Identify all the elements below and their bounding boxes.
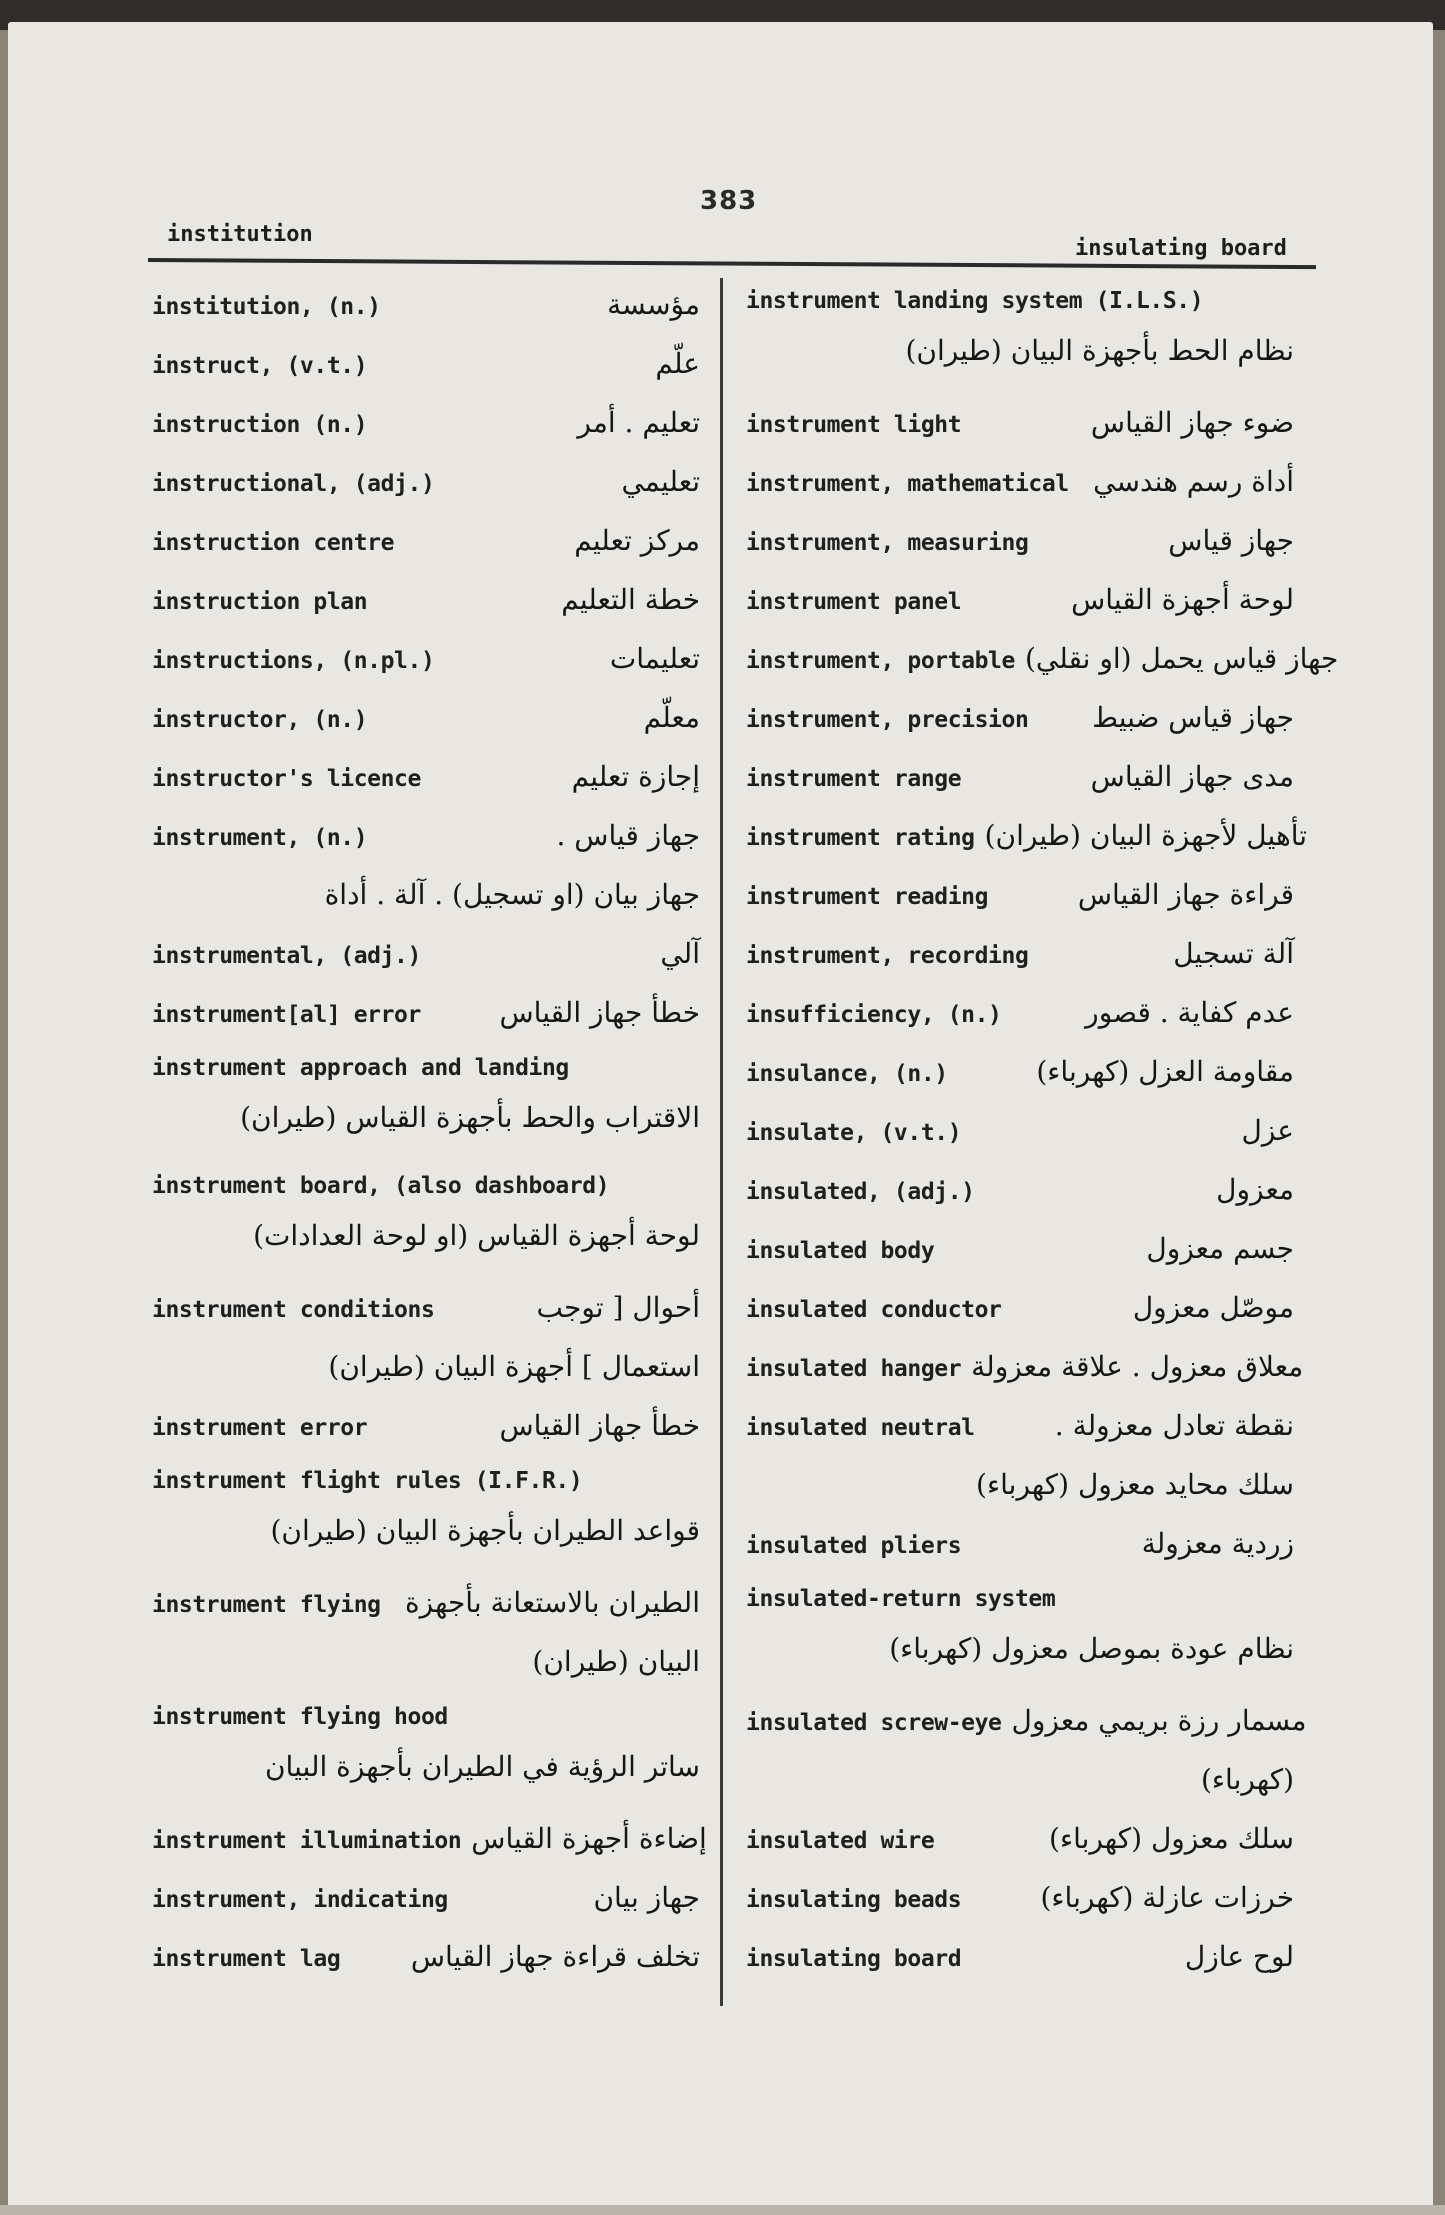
entry-headword: instrument range	[746, 766, 962, 792]
entry-arabic-translation: معلّم	[643, 701, 700, 734]
entry-arabic-translation: خطة التعليم	[561, 583, 700, 616]
entry-headword: insulated screw-eye	[746, 1710, 1002, 1736]
entry-arabic-translation: علّم	[655, 347, 700, 380]
entry-headword: instrument rating	[746, 825, 975, 851]
dictionary-entry	[152, 583, 700, 642]
entry-arabic-translation: تعليمي	[621, 465, 700, 498]
entry-headword: instructor's licence	[152, 766, 421, 792]
dictionary-entry	[746, 1232, 1294, 1291]
entry-arabic-translation: لوح عازل	[1184, 1940, 1294, 1973]
entry-arabic-translation: جهاز قياس .	[556, 819, 700, 852]
entry-headword: institution, (n.)	[152, 294, 381, 320]
bottom-page-edge	[0, 2205, 1445, 2215]
dictionary-entry	[152, 1291, 700, 1350]
entry-arabic-translation: أداة رسم هندسي	[1093, 465, 1294, 498]
entry-arabic-translation: جسم معزول	[1146, 1232, 1294, 1265]
entry-arabic-translation: مقاومة العزل (كهرباء)	[1036, 1055, 1294, 1088]
entry-arabic-translation: الطيران بالاستعانة بأجهزة	[404, 1586, 700, 1619]
entry-arabic-translation: نقطة تعادل معزولة .	[1054, 1409, 1294, 1442]
dictionary-entry	[152, 937, 700, 996]
dictionary-entry	[152, 642, 700, 701]
entry-headword: instrument[al] error	[152, 1002, 421, 1028]
entry-arabic-translation: قراءة جهاز القياس	[1077, 878, 1294, 911]
dictionary-entry	[746, 1586, 1294, 1704]
entry-headword: instrument board, (also dashboard)	[152, 1173, 610, 1199]
entry-headword: instructions, (n.pl.)	[152, 648, 435, 674]
dictionary-entry	[152, 288, 700, 347]
entry-headword: instruction (n.)	[152, 412, 368, 438]
entry-arabic-translation: مؤسسة	[607, 288, 700, 321]
entry-arabic-translation: سلك محايد معزول (كهرباء)	[976, 1468, 1294, 1501]
dictionary-entry	[746, 937, 1294, 996]
dictionary-entry	[746, 288, 1294, 406]
right-column	[746, 288, 1339, 1999]
entry-headword: instrument light	[746, 412, 962, 438]
entry-headword: instrument flight rules (I.F.R.)	[152, 1468, 583, 1494]
entry-headword: insulating beads	[746, 1887, 962, 1913]
entry-headword: instruction plan	[152, 589, 368, 615]
entry-headword: insulated hanger	[746, 1356, 962, 1382]
entry-headword: insulated body	[746, 1238, 935, 1264]
entry-arabic-translation: تخلف قراءة جهاز القياس	[410, 1940, 700, 1973]
dictionary-entry	[746, 1173, 1294, 1232]
entry-headword: insulated pliers	[746, 1533, 962, 1559]
dictionary-entry	[152, 1881, 700, 1940]
dictionary-entry	[746, 465, 1294, 524]
entry-headword: instrument flying	[152, 1592, 381, 1618]
entry-arabic-translation: تعليمات	[609, 642, 700, 675]
entry-arabic-translation: آلة تسجيل	[1173, 937, 1294, 970]
entry-headword: instrument lag	[152, 1946, 341, 1972]
entry-headword: insulated, (adj.)	[746, 1179, 975, 1205]
dictionary-entry	[746, 1704, 1307, 1763]
entry-arabic-translation: ضوء جهاز القياس	[1090, 406, 1294, 439]
entry-headword: instructor, (n.)	[152, 707, 368, 733]
entry-arabic-translation: عزل	[1241, 1114, 1294, 1147]
entry-headword: instructional, (adj.)	[152, 471, 435, 497]
entry-arabic-translation: لوحة أجهزة القياس (او لوحة العدادات)	[253, 1219, 700, 1252]
dictionary-entry	[746, 996, 1294, 1055]
dictionary-entry	[152, 465, 700, 524]
entry-headword: instrument approach and landing	[152, 1055, 569, 1081]
dictionary-entry	[152, 1586, 700, 1645]
dictionary-entry	[746, 1881, 1294, 1940]
entry-arabic-translation: البيان (طيران)	[532, 1645, 700, 1678]
entry-arabic-translation: تعليم . أمر	[577, 406, 700, 439]
dictionary-entry	[152, 1409, 700, 1468]
page-number: 383	[700, 186, 758, 216]
dictionary-entry	[746, 1350, 1304, 1409]
dictionary-entry	[746, 406, 1294, 465]
entry-arabic-translation: آلي	[660, 937, 700, 970]
dictionary-entry	[746, 1468, 1294, 1527]
entry-headword: instrument, (n.)	[152, 825, 368, 851]
entry-arabic-translation: مسمار رزة بريمي معزول	[1011, 1704, 1307, 1737]
entry-headword: insulance, (n.)	[746, 1061, 948, 1087]
dictionary-entry	[746, 1822, 1294, 1881]
column-divider	[720, 278, 723, 2006]
entry-arabic-translation: نظام عودة بموصل معزول (كهرباء)	[889, 1632, 1294, 1665]
entry-arabic-translation: استعمال ] أجهزة البيان (طيران)	[328, 1350, 700, 1383]
entry-headword: insulated neutral	[746, 1415, 975, 1441]
dictionary-entry	[152, 1645, 700, 1704]
entry-headword: instrument illumination	[152, 1828, 462, 1854]
dictionary-entry	[746, 701, 1294, 760]
dictionary-entry	[152, 524, 700, 583]
entry-headword: instrument, portable	[746, 648, 1015, 674]
entry-arabic-translation: إضاءة أجهزة القياس	[471, 1822, 707, 1855]
dictionary-entry	[152, 760, 700, 819]
dictionary-entry	[152, 406, 700, 465]
dictionary-entry	[152, 819, 700, 878]
dictionary-entry	[152, 701, 700, 760]
entry-arabic-translation: جهاز بيان	[593, 1881, 700, 1914]
entry-arabic-translation: زردية معزولة	[1141, 1527, 1294, 1560]
entry-headword: instrument landing system (I.L.S.)	[746, 288, 1204, 314]
entry-headword: instrumental, (adj.)	[152, 943, 421, 969]
dictionary-entry	[746, 1291, 1294, 1350]
entry-arabic-translation: إجازة تعليم	[571, 760, 700, 793]
entry-headword: instrument, mathematical	[746, 471, 1069, 497]
dictionary-entry	[746, 878, 1294, 937]
entry-arabic-translation: الاقتراب والحط بأجهزة القياس (طيران)	[240, 1101, 700, 1134]
dictionary-entry	[152, 1468, 700, 1586]
dictionary-entry	[746, 1409, 1294, 1468]
left-column	[152, 288, 707, 1999]
entry-arabic-translation: تأهيل لأجهزة البيان (طيران)	[984, 819, 1308, 852]
dictionary-entry	[746, 1527, 1294, 1586]
entry-headword: instrument conditions	[152, 1297, 435, 1323]
entry-arabic-translation: جهاز قياس يحمل (او نقلي)	[1024, 642, 1339, 675]
entry-arabic-translation: قواعد الطيران بأجهزة البيان (طيران)	[270, 1514, 700, 1547]
dictionary-entry	[152, 878, 700, 937]
entry-arabic-translation: لوحة أجهزة القياس	[1071, 583, 1294, 616]
entry-headword: instrument, precision	[746, 707, 1029, 733]
dictionary-entry	[746, 642, 1339, 701]
dictionary-entry	[152, 1822, 707, 1881]
entry-arabic-translation: خرزات عازلة (كهرباء)	[1040, 1881, 1294, 1914]
dictionary-entry	[152, 347, 700, 406]
entry-arabic-translation: خطأ جهاز القياس	[499, 996, 700, 1029]
entry-arabic-translation: جهاز بيان (او تسجيل) . آلة . أداة	[324, 878, 700, 911]
dictionary-entry	[746, 819, 1308, 878]
entry-headword: insulated-return system	[746, 1586, 1056, 1612]
dictionary-entry	[152, 1350, 700, 1409]
dictionary-entry	[746, 524, 1294, 583]
dictionary-entry	[152, 1704, 700, 1822]
entry-headword: insulating board	[746, 1946, 962, 1972]
dictionary-entry	[746, 583, 1294, 642]
entry-arabic-translation: معلاق معزول . علاقة معزولة	[971, 1350, 1304, 1383]
entry-headword: instrument reading	[746, 884, 989, 910]
dictionary-entry	[152, 1940, 700, 1999]
dictionary-entry	[746, 1940, 1294, 1999]
entry-headword: insulated conductor	[746, 1297, 1002, 1323]
dictionary-entry	[746, 760, 1294, 819]
entry-arabic-translation: أحوال [ توجب	[536, 1291, 700, 1324]
dictionary-entry	[152, 996, 700, 1055]
entry-arabic-translation: مدى جهاز القياس	[1090, 760, 1294, 793]
entry-arabic-translation: خطأ جهاز القياس	[499, 1409, 700, 1442]
dictionary-entry	[152, 1055, 700, 1173]
dictionary-entry	[746, 1055, 1294, 1114]
guide-word-right: insulating board	[1075, 236, 1287, 261]
entry-arabic-translation: جهاز قياس ضبيط	[1092, 701, 1294, 734]
entry-arabic-translation: نظام الحط بأجهزة البيان (طيران)	[905, 334, 1294, 367]
entry-arabic-translation: (كهرباء)	[1200, 1763, 1294, 1796]
entry-headword: insulated wire	[746, 1828, 935, 1854]
dictionary-entry	[746, 1114, 1294, 1173]
entry-arabic-translation: معزول	[1216, 1173, 1294, 1206]
entry-arabic-translation: موصّل معزول	[1132, 1291, 1294, 1324]
entry-headword: insulate, (v.t.)	[746, 1120, 962, 1146]
entry-headword: instruction centre	[152, 530, 395, 556]
entry-headword: instrument, recording	[746, 943, 1029, 969]
entry-arabic-translation: مركز تعليم	[574, 524, 700, 557]
entry-arabic-translation: ساتر الرؤية في الطيران بأجهزة البيان	[264, 1750, 700, 1783]
entry-headword: instrument panel	[746, 589, 962, 615]
dictionary-entry	[152, 1173, 700, 1291]
entry-headword: instrument, measuring	[746, 530, 1029, 556]
entry-headword: instrument error	[152, 1415, 368, 1441]
dictionary-entry	[746, 1763, 1294, 1822]
entry-headword: instruct, (v.t.)	[152, 353, 368, 379]
entry-arabic-translation: عدم كفاية . قصور	[1085, 996, 1294, 1029]
guide-word-left: institution	[167, 222, 313, 247]
entry-headword: insufficiency, (n.)	[746, 1002, 1002, 1028]
entry-headword: instrument, indicating	[152, 1887, 448, 1913]
entry-arabic-translation: سلك معزول (كهرباء)	[1049, 1822, 1294, 1855]
entry-arabic-translation: جهاز قياس	[1168, 524, 1294, 557]
entry-headword: instrument flying hood	[152, 1704, 448, 1730]
